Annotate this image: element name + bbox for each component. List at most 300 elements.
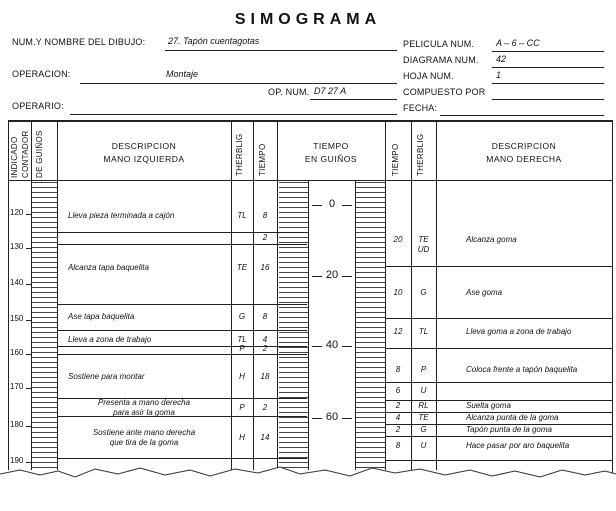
left-row-therblig: TL bbox=[237, 211, 247, 220]
left-row-desc: Presenta a mano derecha bbox=[97, 398, 191, 407]
scale-mark-label: 40 bbox=[309, 340, 355, 351]
right-row-therblig: TE bbox=[418, 413, 429, 422]
hatch-line bbox=[32, 392, 57, 393]
hatch-line bbox=[279, 182, 308, 183]
right-row-divider bbox=[385, 348, 612, 349]
hatch-line bbox=[32, 407, 57, 408]
hatch-line bbox=[356, 417, 385, 418]
hatch-line bbox=[356, 457, 385, 458]
col-divider-scale-left bbox=[308, 180, 309, 470]
hatch-line bbox=[279, 252, 308, 253]
col-header-indicado: INDICADO bbox=[10, 136, 19, 178]
left-row-tiempo: 2 bbox=[262, 344, 268, 353]
left-row-tiempo: 16 bbox=[260, 263, 270, 272]
right-row-therblig2: UD bbox=[417, 245, 430, 254]
hatch-line bbox=[356, 372, 385, 373]
scale-mark-label: 0 bbox=[309, 199, 355, 210]
scale-tick bbox=[342, 276, 352, 277]
hatch-line bbox=[279, 372, 308, 373]
hatch-line bbox=[32, 192, 57, 193]
hatch-line bbox=[32, 197, 57, 198]
hatch-line bbox=[356, 217, 385, 218]
right-row-tiempo: 12 bbox=[393, 327, 403, 336]
left-row-tiempo: 8 bbox=[262, 312, 268, 321]
hatch-line bbox=[32, 227, 57, 228]
scale-tick bbox=[312, 205, 322, 206]
left-row-tiempo: 14 bbox=[260, 433, 270, 442]
hatch-line bbox=[356, 302, 385, 303]
torn-paper-edge bbox=[0, 462, 616, 511]
hatch-line bbox=[356, 267, 385, 268]
hatch-line bbox=[32, 447, 57, 448]
scale-tick bbox=[312, 418, 322, 419]
op-num-underline bbox=[310, 99, 397, 100]
right-row-tiempo: 6 bbox=[395, 386, 401, 395]
hatch-line bbox=[356, 397, 385, 398]
op-num-value: D7 27 A bbox=[314, 86, 347, 96]
diagrama-value: 42 bbox=[496, 54, 507, 64]
right-row-tiempo: 4 bbox=[395, 413, 401, 422]
table-right-border bbox=[612, 120, 613, 500]
fecha-underline bbox=[440, 115, 604, 116]
hatch-line bbox=[32, 437, 57, 438]
right-row-tiempo: 10 bbox=[393, 288, 403, 297]
left-row-desc: Lleva a zona de trabajo bbox=[68, 335, 152, 344]
hatch-line bbox=[356, 187, 385, 188]
col-header-tiempo-guinos: TIEMPO EN GUIÑOS bbox=[304, 141, 358, 164]
hatch-line bbox=[32, 222, 57, 223]
hatch-line bbox=[356, 337, 385, 338]
diagrama-label: DIAGRAMA NUM. bbox=[403, 55, 479, 65]
right-row-desc: Tapón punta de la goma bbox=[466, 425, 552, 434]
operacion-label: OPERACION: bbox=[12, 69, 71, 79]
hatch-line bbox=[356, 182, 385, 183]
hatch-line bbox=[32, 212, 57, 213]
hatch-line bbox=[356, 382, 385, 383]
hatch-line bbox=[356, 272, 385, 273]
hatch-line bbox=[279, 382, 308, 383]
right-row-tiempo: 2 bbox=[395, 425, 401, 434]
hatch-line bbox=[32, 182, 57, 183]
hatch-line bbox=[32, 247, 57, 248]
hatch-line bbox=[356, 387, 385, 388]
counter-tick bbox=[26, 320, 32, 321]
counter-mark-label: 180 bbox=[10, 420, 24, 429]
left-row-tiempo: 2 bbox=[262, 403, 268, 412]
hatch-line bbox=[279, 442, 308, 443]
hatch-line bbox=[279, 362, 308, 363]
left-row-therblig: H bbox=[239, 372, 245, 381]
hatch-line bbox=[32, 232, 57, 233]
hatch-line bbox=[279, 202, 308, 203]
right-row-tiempo: 8 bbox=[395, 441, 401, 450]
col-header-therblig-right: THERBLIG bbox=[416, 133, 425, 176]
diagrama-underline bbox=[492, 67, 604, 68]
hatch-line bbox=[279, 247, 308, 248]
hatch-line bbox=[32, 337, 57, 338]
hatch-line bbox=[356, 352, 385, 353]
hatch-line bbox=[279, 387, 308, 388]
counter-mark-label: 160 bbox=[10, 348, 24, 357]
hatch-line bbox=[356, 407, 385, 408]
hatch-line bbox=[356, 447, 385, 448]
hatch-line bbox=[32, 367, 57, 368]
hatch-line bbox=[279, 207, 308, 208]
hatch-line bbox=[356, 427, 385, 428]
right-row-tiempo: 2 bbox=[395, 401, 401, 410]
counter-hatch-strip bbox=[32, 182, 57, 470]
hatch-line bbox=[279, 452, 308, 453]
hatch-line bbox=[32, 187, 57, 188]
header-row-border bbox=[8, 180, 613, 181]
counter-mark-label: 120 bbox=[10, 208, 24, 217]
right-row-divider bbox=[385, 318, 612, 319]
hatch-line bbox=[279, 237, 308, 238]
hatch-line bbox=[279, 307, 308, 308]
left-row-tiempo: 18 bbox=[260, 372, 270, 381]
hatch-line bbox=[356, 252, 385, 253]
form-title: SIMOGRAMA bbox=[234, 11, 382, 28]
right-row-therblig: G bbox=[420, 288, 427, 297]
col-divider-counter-b bbox=[57, 120, 58, 470]
pelicula-value: A – 6 – CC bbox=[496, 38, 540, 48]
compuesto-label: COMPUESTO POR bbox=[403, 87, 486, 97]
col-header-de-guinos: DE GUIÑOS bbox=[35, 130, 44, 178]
hatch-line bbox=[32, 342, 57, 343]
counter-mark-label: 150 bbox=[10, 314, 24, 323]
hatch-line bbox=[279, 342, 308, 343]
left-row-desc: Sostiene para montar bbox=[68, 372, 145, 381]
hoja-value: 1 bbox=[496, 70, 502, 80]
hatch-line bbox=[356, 292, 385, 293]
hatch-line bbox=[356, 232, 385, 233]
hatch-line bbox=[32, 237, 57, 238]
hatch-line bbox=[32, 357, 57, 358]
hatch-line bbox=[32, 267, 57, 268]
hatch-line bbox=[279, 327, 308, 328]
scale-tick bbox=[342, 346, 352, 347]
hatch-line bbox=[32, 432, 57, 433]
left-row-desc: Ase tapa baquelita bbox=[68, 312, 135, 321]
col-divider-tiempo-left bbox=[277, 120, 278, 470]
hatch-line bbox=[32, 322, 57, 323]
col-divider-desc-left bbox=[231, 120, 232, 470]
hatch-line bbox=[279, 392, 308, 393]
hatch-line bbox=[356, 432, 385, 433]
hatch-line bbox=[356, 347, 385, 348]
left-row-tiempo: 2 bbox=[262, 233, 268, 242]
hatch-line bbox=[356, 362, 385, 363]
hatch-line bbox=[356, 342, 385, 343]
scale-hatch-left bbox=[279, 182, 308, 470]
hatch-line bbox=[32, 332, 57, 333]
fecha-label: FECHA: bbox=[403, 103, 438, 113]
hatch-line bbox=[32, 402, 57, 403]
hatch-line bbox=[279, 407, 308, 408]
hatch-line bbox=[356, 237, 385, 238]
col-divider-desc-right bbox=[436, 120, 437, 470]
hatch-line bbox=[279, 192, 308, 193]
hatch-line bbox=[32, 352, 57, 353]
hatch-line bbox=[279, 412, 308, 413]
counter-mark-label: 130 bbox=[10, 242, 24, 251]
hatch-line bbox=[279, 402, 308, 403]
left-row-desc2: que tira de la goma bbox=[109, 438, 179, 447]
hatch-line bbox=[279, 352, 308, 353]
hoja-underline bbox=[492, 83, 604, 84]
right-row-divider bbox=[385, 266, 612, 267]
hatch-line bbox=[279, 302, 308, 303]
col-header-contador: CONTADOR bbox=[21, 130, 30, 178]
right-row-desc: Ase goma bbox=[466, 288, 503, 297]
operario-label: OPERARIO: bbox=[12, 101, 64, 111]
compuesto-underline bbox=[492, 99, 604, 100]
hatch-line bbox=[356, 212, 385, 213]
hatch-line bbox=[32, 202, 57, 203]
right-row-therblig: U bbox=[420, 386, 427, 395]
counter-tick bbox=[26, 354, 32, 355]
pelicula-underline bbox=[492, 51, 604, 52]
hatch-line bbox=[356, 287, 385, 288]
hatch-line bbox=[32, 362, 57, 363]
hatch-line bbox=[32, 452, 57, 453]
hatch-line bbox=[32, 292, 57, 293]
left-row-therblig: G bbox=[238, 312, 246, 321]
left-row-desc2: para asir la goma bbox=[113, 408, 175, 417]
hatch-line bbox=[356, 317, 385, 318]
right-row-therblig: TL bbox=[418, 327, 429, 336]
hatch-line bbox=[279, 347, 308, 348]
hatch-line bbox=[32, 277, 57, 278]
hatch-line bbox=[32, 287, 57, 288]
hatch-line bbox=[279, 337, 308, 338]
right-row-therblig: P bbox=[420, 365, 427, 374]
left-row-divider bbox=[57, 330, 307, 331]
left-row-therblig: P bbox=[239, 403, 245, 412]
hatch-line bbox=[279, 257, 308, 258]
hatch-line bbox=[32, 347, 57, 348]
hatch-line bbox=[32, 427, 57, 428]
left-row-divider bbox=[57, 244, 307, 245]
right-row-desc: Coloca frente a tapón baquelita bbox=[466, 365, 578, 374]
right-row-therblig: G bbox=[420, 425, 427, 434]
hatch-line bbox=[356, 277, 385, 278]
hatch-line bbox=[279, 357, 308, 358]
hatch-line bbox=[279, 242, 308, 243]
hatch-line bbox=[279, 312, 308, 313]
hatch-line bbox=[356, 452, 385, 453]
left-row-desc: Alcanza tapa baquelita bbox=[68, 263, 149, 272]
hatch-line bbox=[279, 297, 308, 298]
hatch-line bbox=[32, 297, 57, 298]
right-row-divider bbox=[385, 436, 612, 437]
left-row-therblig: P bbox=[239, 344, 245, 353]
hatch-line bbox=[356, 357, 385, 358]
hatch-line bbox=[356, 307, 385, 308]
hatch-line bbox=[32, 382, 57, 383]
hatch-line bbox=[356, 262, 385, 263]
hatch-line bbox=[279, 227, 308, 228]
hatch-line bbox=[279, 277, 308, 278]
hatch-line bbox=[279, 292, 308, 293]
num-nombre-value: 27. Tapón cuentagotas bbox=[168, 36, 260, 46]
left-row-divider bbox=[57, 232, 307, 233]
hatch-line bbox=[32, 282, 57, 283]
hatch-line bbox=[356, 247, 385, 248]
num-nombre-underline bbox=[165, 50, 397, 51]
hatch-line bbox=[279, 332, 308, 333]
right-row-divider bbox=[385, 382, 612, 383]
hatch-line bbox=[279, 212, 308, 213]
table-left-border bbox=[8, 120, 9, 470]
hatch-line bbox=[279, 272, 308, 273]
right-row-desc: Alcanza punta de la goma bbox=[466, 413, 559, 422]
hatch-line bbox=[279, 427, 308, 428]
col-header-desc-left: DESCRIPCION MANO IZQUIERDA bbox=[103, 141, 185, 164]
hatch-line bbox=[32, 372, 57, 373]
hatch-line bbox=[279, 282, 308, 283]
hatch-line bbox=[356, 202, 385, 203]
hatch-line bbox=[356, 437, 385, 438]
right-row-desc: Hace pasar por aro baquelita bbox=[466, 441, 570, 450]
left-row-desc: Lleva pieza terminada a cajón bbox=[68, 211, 175, 220]
hatch-line bbox=[279, 417, 308, 418]
hatch-line bbox=[356, 332, 385, 333]
hatch-line bbox=[279, 287, 308, 288]
hatch-line bbox=[32, 272, 57, 273]
scale-mark-label: 20 bbox=[309, 270, 355, 281]
left-row-tiempo: 8 bbox=[262, 211, 268, 220]
pelicula-label: PELICULA NUM. bbox=[403, 39, 475, 49]
hatch-line bbox=[279, 222, 308, 223]
col-header-therblig-left: THERBLIG bbox=[235, 133, 244, 176]
operacion-underline bbox=[80, 83, 397, 84]
hatch-line bbox=[356, 402, 385, 403]
right-row-tiempo: 8 bbox=[395, 365, 401, 374]
hatch-line bbox=[32, 242, 57, 243]
counter-tick bbox=[26, 388, 32, 389]
counter-tick bbox=[26, 284, 32, 285]
hatch-line bbox=[279, 322, 308, 323]
hatch-line bbox=[356, 197, 385, 198]
hatch-line bbox=[279, 367, 308, 368]
hatch-line bbox=[356, 327, 385, 328]
col-header-tiempo-left: TIEMPO bbox=[258, 143, 267, 176]
hatch-line bbox=[356, 367, 385, 368]
counter-tick bbox=[26, 426, 32, 427]
counter-mark-label: 140 bbox=[10, 278, 24, 287]
col-header-desc-right: DESCRIPCION MANO DERECHA bbox=[486, 141, 562, 164]
left-row-divider bbox=[57, 458, 307, 459]
col-header-tiempo-right: TIEMPO bbox=[391, 143, 400, 176]
left-row-desc: Sostiene ante mano derecha bbox=[92, 428, 196, 437]
hatch-line bbox=[356, 442, 385, 443]
left-row-tiempo: 4 bbox=[262, 335, 268, 344]
hatch-line bbox=[32, 307, 57, 308]
left-row-therblig: TL bbox=[237, 335, 247, 344]
hatch-line bbox=[356, 322, 385, 323]
hatch-line bbox=[32, 302, 57, 303]
hatch-line bbox=[279, 432, 308, 433]
num-nombre-label: NUM.Y NOMBRE DEL DIBUJO: bbox=[12, 37, 146, 47]
hatch-line bbox=[356, 222, 385, 223]
hatch-line bbox=[32, 262, 57, 263]
counter-tick bbox=[26, 248, 32, 249]
right-row-divider bbox=[385, 460, 612, 461]
hatch-line bbox=[32, 327, 57, 328]
right-row-desc: Suelta goma bbox=[466, 401, 511, 410]
hatch-line bbox=[279, 317, 308, 318]
op-num-label: OP. NUM. bbox=[268, 87, 310, 97]
hatch-line bbox=[356, 422, 385, 423]
hatch-line bbox=[356, 377, 385, 378]
table-top-border bbox=[8, 120, 613, 122]
hatch-line bbox=[32, 417, 57, 418]
left-row-divider bbox=[57, 416, 307, 417]
scale-hatch-right bbox=[356, 182, 385, 470]
right-row-therblig: TE bbox=[418, 235, 429, 244]
hatch-line bbox=[32, 397, 57, 398]
hatch-line bbox=[32, 252, 57, 253]
hatch-line bbox=[32, 377, 57, 378]
right-row-therblig: U bbox=[420, 441, 427, 450]
hatch-line bbox=[279, 187, 308, 188]
left-row-divider bbox=[57, 354, 307, 355]
hatch-line bbox=[279, 267, 308, 268]
left-row-therblig: H bbox=[239, 433, 245, 442]
hatch-line bbox=[32, 387, 57, 388]
hatch-line bbox=[32, 312, 57, 313]
hatch-line bbox=[279, 447, 308, 448]
scale-tick bbox=[312, 346, 322, 347]
scale-mark-label: 60 bbox=[309, 412, 355, 423]
hatch-line bbox=[356, 312, 385, 313]
hatch-line bbox=[279, 197, 308, 198]
left-row-divider bbox=[57, 304, 307, 305]
scale-tick bbox=[312, 276, 322, 277]
operacion-value: Montaje bbox=[166, 69, 199, 79]
hatch-line bbox=[32, 257, 57, 258]
scale-tick bbox=[342, 205, 352, 206]
counter-mark-label: 170 bbox=[10, 382, 24, 391]
hatch-line bbox=[356, 392, 385, 393]
hatch-line bbox=[32, 217, 57, 218]
hatch-line bbox=[279, 262, 308, 263]
hatch-line bbox=[32, 457, 57, 458]
right-row-desc: Lleva goma a zona de trabajo bbox=[466, 327, 572, 336]
right-row-therblig: RL bbox=[418, 401, 429, 410]
hatch-line bbox=[279, 217, 308, 218]
hatch-line bbox=[32, 317, 57, 318]
operario-underline bbox=[70, 114, 397, 115]
hatch-line bbox=[32, 442, 57, 443]
counter-tick bbox=[26, 214, 32, 215]
hatch-line bbox=[356, 192, 385, 193]
scale-tick bbox=[342, 418, 352, 419]
hatch-line bbox=[279, 377, 308, 378]
hatch-line bbox=[356, 227, 385, 228]
left-row-therblig: TE bbox=[236, 263, 248, 272]
hatch-line bbox=[356, 412, 385, 413]
right-row-desc: Alcanza goma bbox=[466, 235, 517, 244]
hatch-line bbox=[356, 242, 385, 243]
hatch-line bbox=[356, 282, 385, 283]
counter-mark-label: 190 bbox=[10, 456, 24, 465]
hatch-line bbox=[356, 297, 385, 298]
col-divider-therblig-left bbox=[253, 120, 254, 470]
hatch-line bbox=[279, 437, 308, 438]
hatch-line bbox=[279, 422, 308, 423]
